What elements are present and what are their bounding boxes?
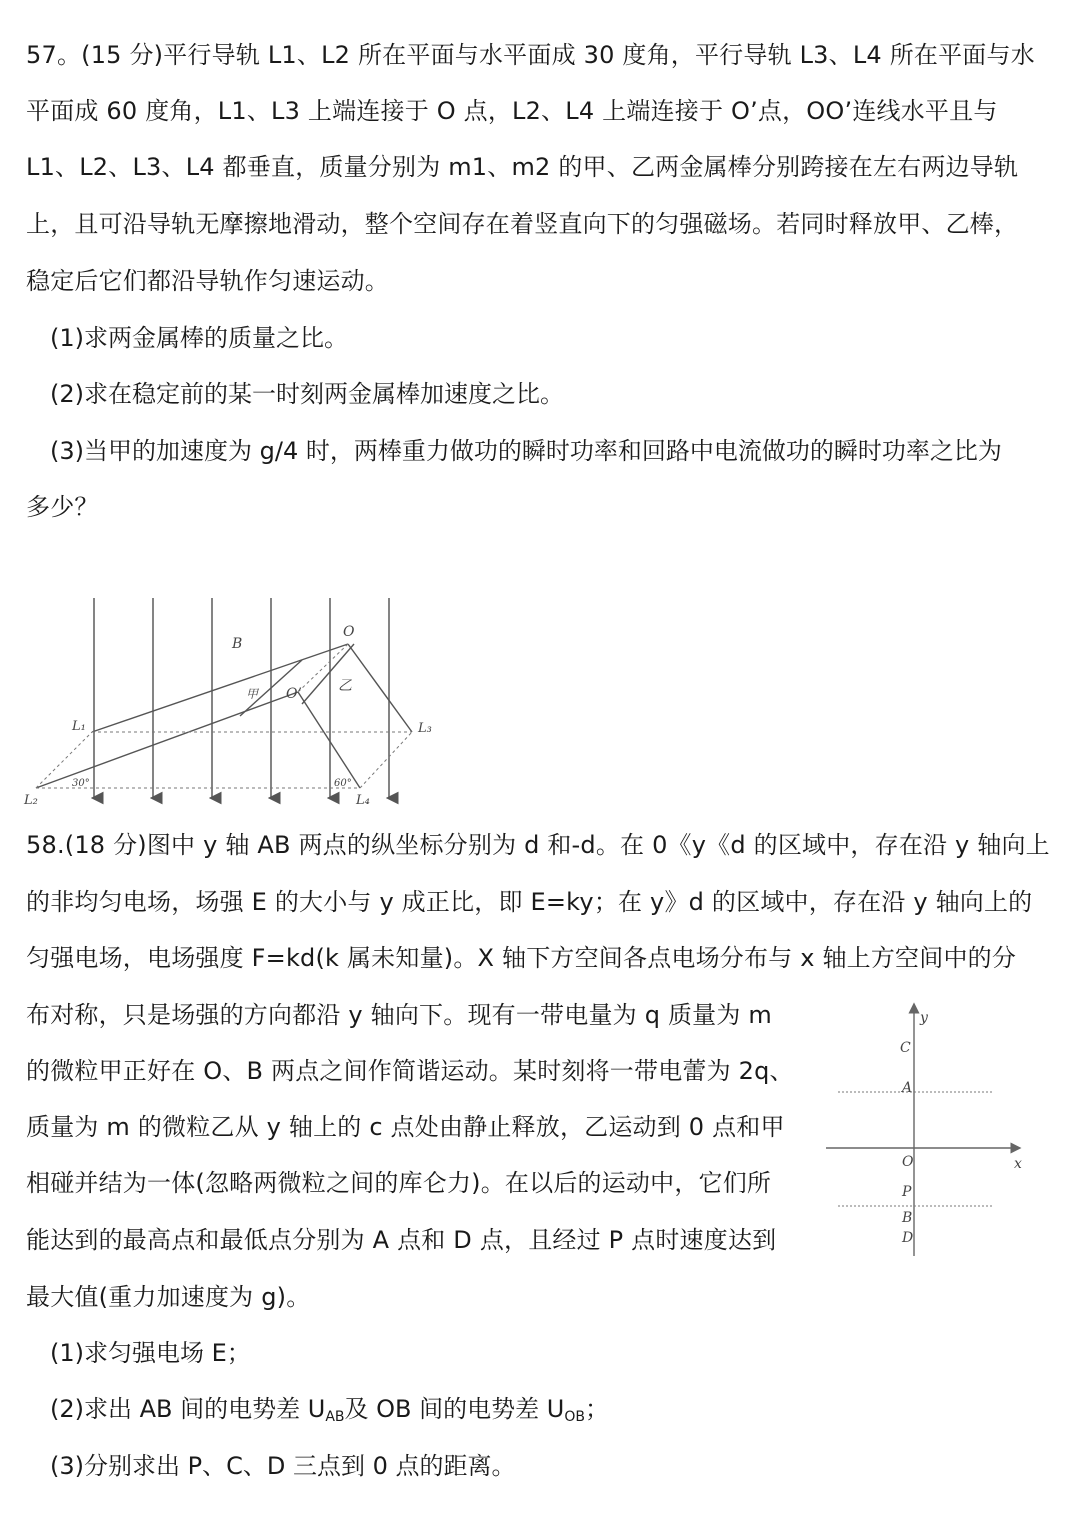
label-B: B [902,1210,913,1226]
q58-line-8: 能达到的最高点和最低点分别为 A 点和 D 点，且经过 P 点时速度达到 [26,1226,777,1254]
label-yi: 乙 [338,678,352,694]
label-L2: L₂ [24,793,38,808]
q58-line-3: 匀强电场，电场强度 F=kd(k 属未知量)。X 轴下方空间各点电场分布与 x 轴上方空间中的分 [26,944,1017,972]
q58-figure [820,1000,1040,1260]
q57-question-3-tail: 多少？ [26,493,99,521]
q58-q2-part-c: ； [584,1395,609,1423]
q57-line-3: L1、L2、L3、L4 都垂直，质量分别为 m1、m2 的甲、乙两金属棒分别跨接在左右两边导轨 [26,153,1019,181]
q58-line-4: 布对称，只是场强的方向都沿 y 轴向下。现有一带电量为 q 质量为 m [26,1001,772,1029]
label-angle-30: 30° [72,778,90,789]
label-L3: L₃ [418,721,432,736]
q58-q2-part-b: 及 OB 间的电势差 U [344,1395,565,1423]
q58-q2-part-a: (2)求出 AB 间的电势差 U [50,1395,326,1423]
label-O: O [343,624,355,640]
rod-yi [302,644,354,704]
q57-question-2: (2)求在稳定前的某一时刻两金属棒加速度之比。 [50,380,564,408]
label-C: C [900,1040,911,1056]
q57-line-1: 57。(15 分)平行导轨 L1、L2 所在平面与水平面成 30 度角，平行导轨 L3、L4 所在平面与水 [26,41,1035,69]
label-L4: L₄ [356,793,370,808]
q58-q2-sub-AB: AB [325,1409,345,1425]
rail-L1 [92,644,348,732]
label-angle-60: 60° [334,778,352,789]
q58-question-2 [50,1394,609,1432]
rail-L3 [348,644,412,732]
q58-line-1: 58.(18 分)图中 y 轴 AB 两点的纵坐标分别为 d 和-d。在 0《y《d 的区域中，存在沿 y 轴向上 [26,831,1050,859]
q58-question-3: (3)分别求出 P、C、D 三点到 0 点的距离。 [50,1452,516,1480]
label-A: A [902,1080,913,1096]
label-x: x [1014,1156,1022,1172]
q58-line-9: 最大值(重力加速度为 g)。 [26,1283,311,1311]
q57-question-1: (1)求两金属棒的质量之比。 [50,324,348,352]
label-O: O [902,1154,914,1170]
q57-question-3: (3)当甲的加速度为 g/4 时，两棒重力做功的瞬时功率和回路中电流做功的瞬时功率之比为 [50,437,1002,465]
q57-figure [20,592,450,812]
q57-line-4: 上，且可沿导轨无摩擦地滑动，整个空间存在着竖直向下的匀强磁场。若同时释放甲、乙棒， [26,210,1019,238]
label-B: B [232,636,243,652]
rail-L4 [298,692,360,788]
q58-line-6: 质量为 m 的微粒乙从 y 轴上的 c 点处由静止释放，乙运动到 0 点和甲 [26,1113,785,1141]
label-jia: 甲 [246,687,259,701]
label-y: y [920,1010,928,1026]
q58-line-7: 相碰并结为一体(忽略两微粒之间的库仑力)。在以后的运动中，它们所 [26,1169,772,1197]
q58-q2-sub-OB: OB [564,1409,585,1425]
q58-line-5: 的微粒甲正好在 O、B 两点之间作简谐运动。某时刻将一带电蕾为 2q、 [26,1057,794,1085]
label-P: P [902,1184,912,1200]
q58-question-1: (1)求匀强电场 E； [50,1339,251,1367]
label-O-prime: O’ [286,686,302,702]
q58-line-2: 的非均匀电场，场强 E 的大小与 y 成正比，即 E=ky；在 y》d 的区域中，存在沿 y 轴向上的 [26,888,1033,916]
label-L1: L₁ [72,719,86,734]
q57-line-2: 平面成 60 度角，L1、L3 上端连接于 O 点，L2、L4 上端连接于 O’点，OO’连线水平且与 [26,97,998,125]
q57-line-5: 稳定后它们都沿导轨作匀速运动。 [26,267,389,295]
label-D: D [902,1230,914,1246]
